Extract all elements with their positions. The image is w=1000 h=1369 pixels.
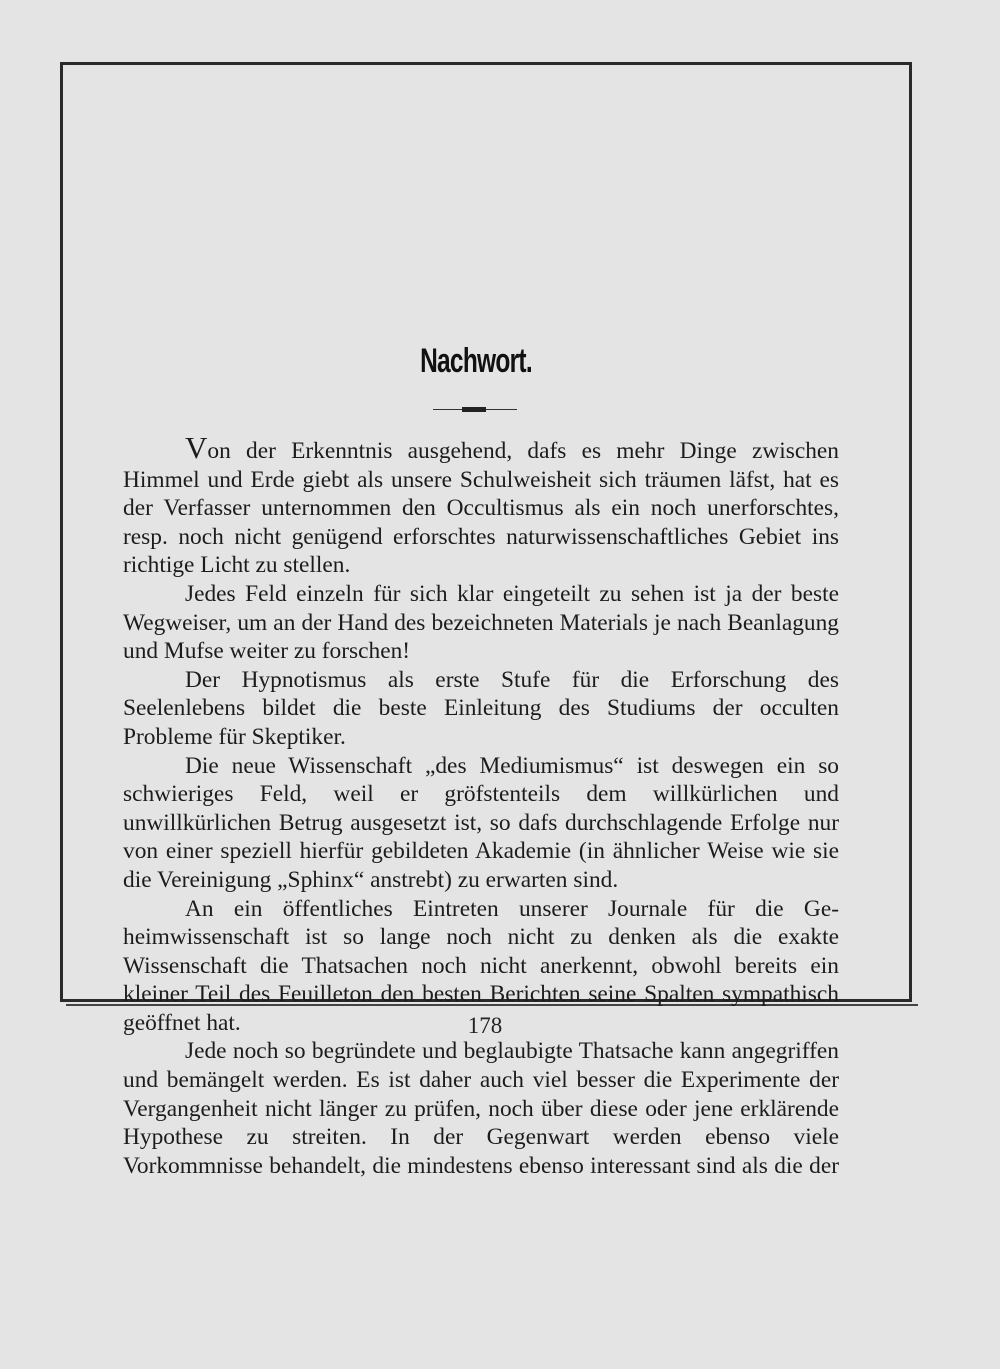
page-title: Nachwort. — [420, 342, 532, 380]
initial-letter: V — [185, 430, 208, 465]
paragraph: Die neue Wissenschaft „des Mediumismus“ ist deswegen ein so schwieriges Feld, weil er gröfstenteils dem willkürlichen und unwillkürlichen Betrug ausgesetzt ist, so dafs durchschlagende Erfolge nur von einer speziell hierfür gebildeten Akademie (in ähnlicher Weise wie sie die Vereinigung „Sphinx“ anstrebt) zu erwarten sind. — [123, 752, 839, 893]
title-divider-ornament — [462, 407, 486, 412]
page-number: 178 — [467, 1013, 503, 1038]
paragraph: Der Hypnotismus als erste Stufe für die Erforschung des Seelenlebens bildet die beste Einleitung des Studiums der occulten Probleme für Skeptiker. — [123, 666, 839, 750]
paragraph — [123, 430, 839, 580]
paragraph: Jedes Feld einzeln für sich klar eingeteilt zu sehen ist ja der beste Wegweiser, um an der Hand des bezeichneten Materials je nach Beanlagung und Mufse weiter zu forschen! — [123, 580, 839, 665]
paragraph: Jede noch so begründete und beglaubigte Thatsache kann angegriffen und bemängelt werden. Es ist daher auch viel besser die Experimente der Vergangenheit nicht länger zu prüfen, noch über diese oder jene erklärende Hypothese zu streiten. In der Gegenwart werden ebenso viele Vorkommnisse behandelt, die mindestens ebenso interessant sind als die der — [123, 1038, 839, 1179]
paragraph: An ein öffentliches Eintreten unserer Journale für die Geheimwissenschaft ist so lange noch nicht zu denken als die exakte Wissenschaft die Thatsachen noch nicht anerkennt, obwohl bereits ein kleiner Teil des Feuilleton den besten Berichten seine Spalten sympathisch geöffnet hat. — [123, 895, 839, 1036]
body-text — [123, 430, 839, 1180]
paragraph-text: on der Erkenntnis ausgehend, dafs es mehr Dinge zwischen Himmel und Erde giebt als unsere Schulweisheit sich träumen läfst, hat es der Verfasser unternommen den Occultismus als ein noch unerforschtes, resp. noch nicht genügend erforschtes naturwissenschaftliches Gebiet ins richtige Licht zu stellen. — [123, 438, 839, 579]
